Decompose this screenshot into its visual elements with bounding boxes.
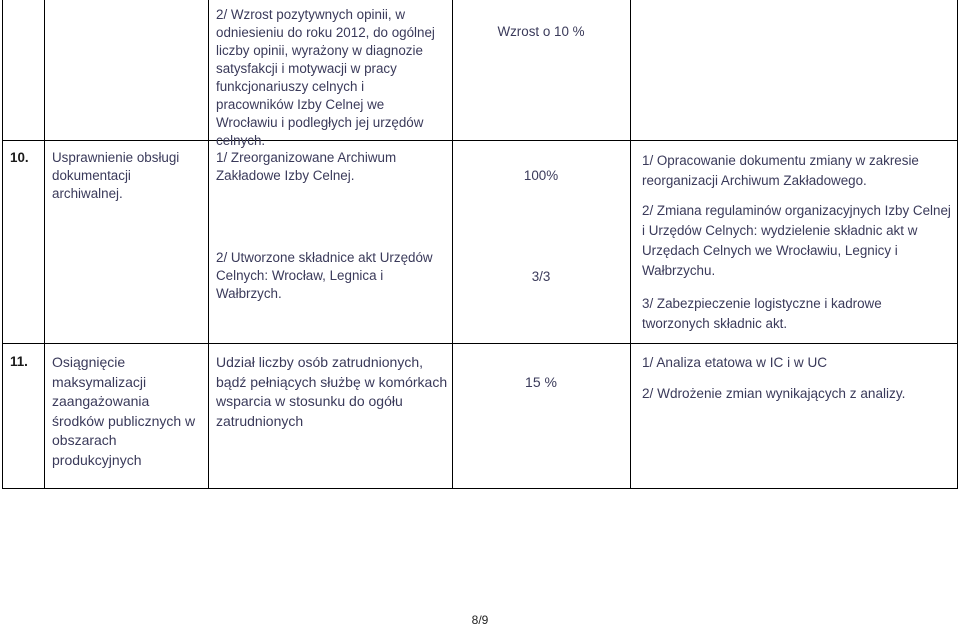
row2-action-3-text: 3/ Zabezpieczenie logistyczne i kadrowe tworzonych składnic akt.: [642, 296, 882, 331]
row2-target-1-text: 100%: [523, 168, 559, 183]
row2-lp-text: 10.: [10, 150, 29, 165]
row2-action-2-text: 2/ Zmiana regulaminów organizacyjnych Izby Celnej i Urzędów Celnych: wydzielenie składnic akt w Urzędach Celnych we Wrocławiu, Legnicy i Wałbrzychu.: [642, 203, 951, 278]
row2-task: [52, 149, 202, 203]
row2-action-3: [642, 294, 952, 334]
row-border-1: [2, 140, 958, 141]
table-border-col5: [630, 0, 631, 489]
row2-measure-2: [216, 249, 450, 303]
row3-task: [52, 353, 200, 470]
row1-target: [456, 23, 626, 41]
row1-target-text: Wzrost o 10 %: [497, 24, 585, 39]
table-border-col2: [44, 0, 45, 489]
row2-measure-1-text: 1/ Zreorganizowane Archiwum Zakładowe Izby Celnej.: [216, 150, 397, 183]
row2-lp: [10, 150, 42, 165]
row2-target-1: [456, 167, 626, 185]
page-number: [0, 613, 960, 627]
row3-action-2-text: 2/ Wdrożenie zmian wynikających z analizy.: [642, 386, 906, 401]
row-border-2: [2, 343, 958, 344]
row2-task-text: Usprawnienie obsługi dokumentacji archiwalnej.: [52, 150, 180, 201]
row2-action-1: [642, 151, 942, 191]
row2-measure-1: [216, 149, 446, 185]
row3-lp-text: 11.: [10, 354, 28, 369]
row3-action-2: [642, 384, 952, 403]
page-number-text: 8/9: [471, 613, 489, 627]
row1-measure: [216, 6, 444, 150]
row1-measure-text: 2/ Wzrost pozytywnych opinii, w odniesieniu do roku 2012, do ogólnej liczby opinii, wyrażony w diagnozie satysfakcji i motywacji w pracy funkcjonariuszy celnych i pracowników Izby Celnej we Wrocławiu i podległych jej urzędów celnych.: [216, 7, 435, 148]
row2-target-2: [456, 268, 626, 286]
row3-measure: [216, 353, 448, 431]
row2-measure-2-text: 2/ Utworzone składnice akt Urzędów Celnych: Wrocław, Legnica i Wałbrzych.: [216, 250, 433, 301]
table-border-col4: [452, 0, 453, 489]
row3-measure-text: Udział liczby osób zatrudnionych, bądź pełniących służbę w komórkach wsparcia w stosunku do ogółu zatrudnionych: [216, 354, 448, 429]
row3-action-1-text: 1/ Analiza etatowa w IC i w UC: [642, 355, 828, 370]
row3-target: [456, 373, 626, 391]
row3-lp: [10, 354, 42, 369]
row2-target-2-text: 3/3: [531, 269, 551, 284]
table-border-right: [957, 0, 958, 489]
table-border-col3: [208, 0, 209, 489]
row3-target-text: 15 %: [525, 374, 557, 390]
row2-action-1-text: 1/ Opracowanie dokumentu zmiany w zakresie reorganizacji Archiwum Zakładowego.: [642, 153, 919, 188]
row3-task-text: Osiągnięcie maksymalizacji zaangażowania środków publicznych w obszarach produkcyjnych: [52, 354, 196, 468]
row2-action-2: [642, 201, 952, 281]
row3-action-1: [642, 353, 952, 372]
table-border-left: [2, 0, 3, 489]
row-border-bottom: [2, 488, 958, 489]
